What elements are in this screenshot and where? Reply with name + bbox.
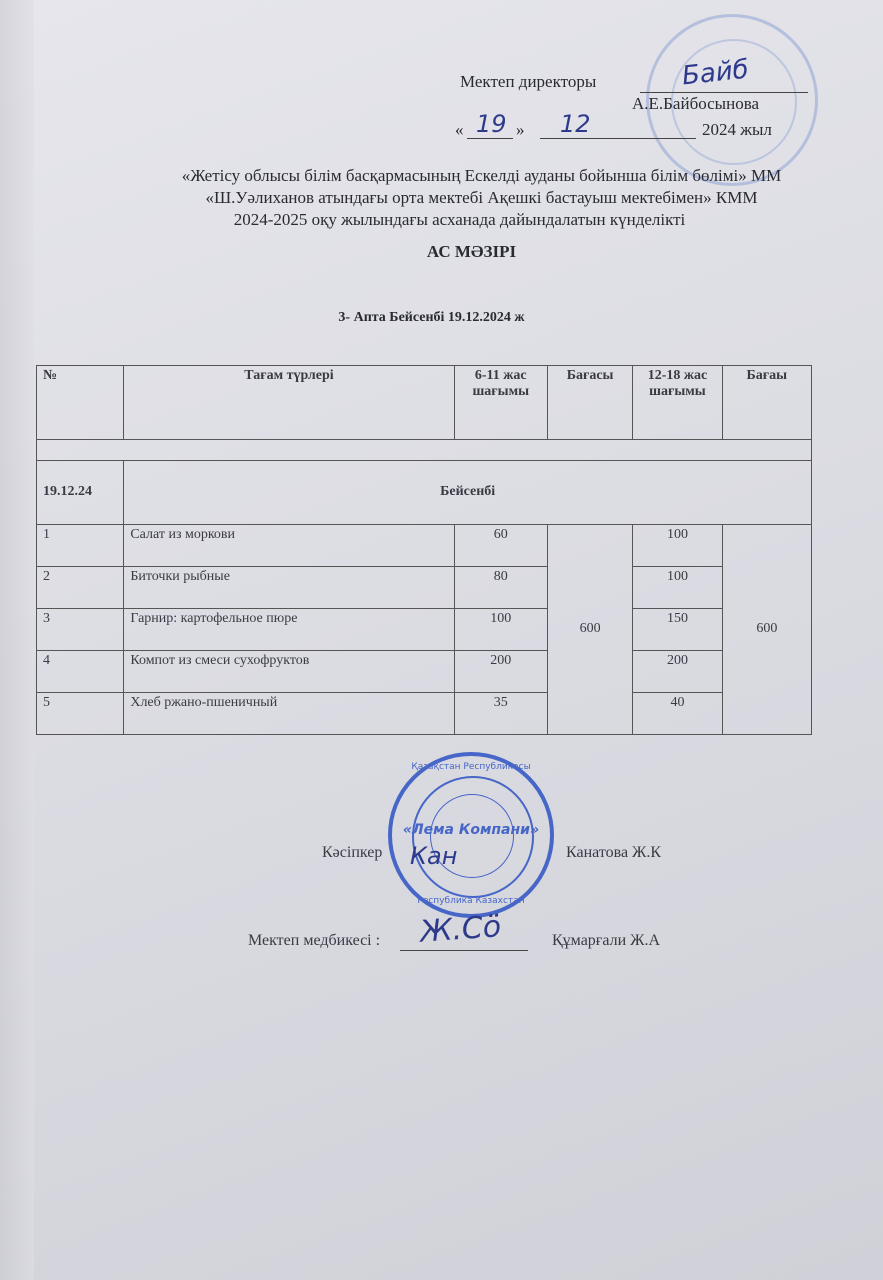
row-qty-12-18: 150 [633,608,722,650]
row-name: Хлеб ржано-пшеничный [124,692,454,734]
row-qty-6-11: 35 [454,692,547,734]
row-qty-12-18: 40 [633,692,722,734]
page-title: АС МӘЗІРІ [426,242,517,261]
row-no: 3 [37,608,124,650]
nurse-signature: Ж.Сӧ [418,909,503,950]
col-header-qty-6-11: 6-11 жас шағымы [454,366,547,440]
col-header-no: № [37,366,124,440]
week-line: 3- Апта Бейсенбі 19.12.2024 ж [338,310,525,325]
company-stamp [388,752,554,918]
date-day: 19 [476,110,507,138]
menu-table [36,365,812,735]
table-row [37,692,812,734]
month-blank [540,138,696,139]
row-no: 1 [37,524,124,566]
header-line-2: «Ш.Уәлиханов атындағы орта мектебі Ақешкі бастауыш мектебімен» КММ [205,188,758,207]
date-month: 12 [560,110,591,138]
row-qty-6-11: 200 [454,650,547,692]
date-close-quote: » [516,120,525,139]
row-name: Салат из моркови [124,524,454,566]
row-no: 4 [37,650,124,692]
director-position: Мектеп директоры [460,72,597,91]
table-day-row [37,460,812,524]
header-line-1: «Жетісу облысы білім басқармасының Ескелді ауданы бойынша білім бөлімі» ММ [181,166,782,185]
row-qty-6-11: 80 [454,566,547,608]
row-qty-6-11: 100 [454,608,547,650]
row-qty-12-18: 100 [633,524,722,566]
director-name: А.Е.Байбосынова [632,94,760,113]
col-header-qty-12-18: 12-18 жас шағымы [633,366,722,440]
row-qty-12-18: 100 [633,566,722,608]
header-line-3: 2024-2025 оқу жылындағы асханада дайындалатын күнделікті [233,210,686,229]
entrepreneur-name: Канатова Ж.К [566,844,662,861]
table-spacer-row [37,440,812,461]
row-name: Биточки рыбные [124,566,454,608]
approval-block [0,0,883,150]
table-header-row [37,366,812,440]
col-header-price-1: Бағасы [547,366,632,440]
price-12-18: 600 [722,524,811,734]
date-open-quote: « [455,120,464,139]
row-name: Гарнир: картофельное пюре [124,608,454,650]
nurse-name: Құмарғали Ж.А [552,932,661,949]
table-row [37,566,812,608]
col-header-name: Тағам түрлері [124,366,454,440]
stamp-ring-bottom-text: Республика Казахстан [417,896,525,906]
day-weekday: Бейсенбі [124,460,812,524]
row-no: 5 [37,692,124,734]
date-year: 2024 жыл [702,120,772,139]
row-qty-12-18: 200 [633,650,722,692]
row-qty-6-11: 60 [454,524,547,566]
director-signature-line [640,92,808,93]
day-blank [467,138,513,139]
table-row [37,650,812,692]
row-no: 2 [37,566,124,608]
entrepreneur-signature: Кан [410,842,458,870]
stamp-center-text: «Лема Компани» [402,822,540,838]
nurse-label: Мектеп медбикесі : [248,932,381,949]
row-name: Компот из смеси сухофруктов [124,650,454,692]
director-signature: Байб [680,54,751,92]
col-header-price-2: Бағаы [722,366,811,440]
table-row [37,524,812,566]
entrepreneur-label: Кәсіпкер [322,844,383,861]
table-row [37,608,812,650]
page-crease [0,0,34,1280]
nurse-signature-line [400,950,528,951]
price-6-11: 600 [547,524,632,734]
stamp-ring-top-text: Қазақстан Республикасы [411,762,531,772]
day-date: 19.12.24 [37,460,124,524]
